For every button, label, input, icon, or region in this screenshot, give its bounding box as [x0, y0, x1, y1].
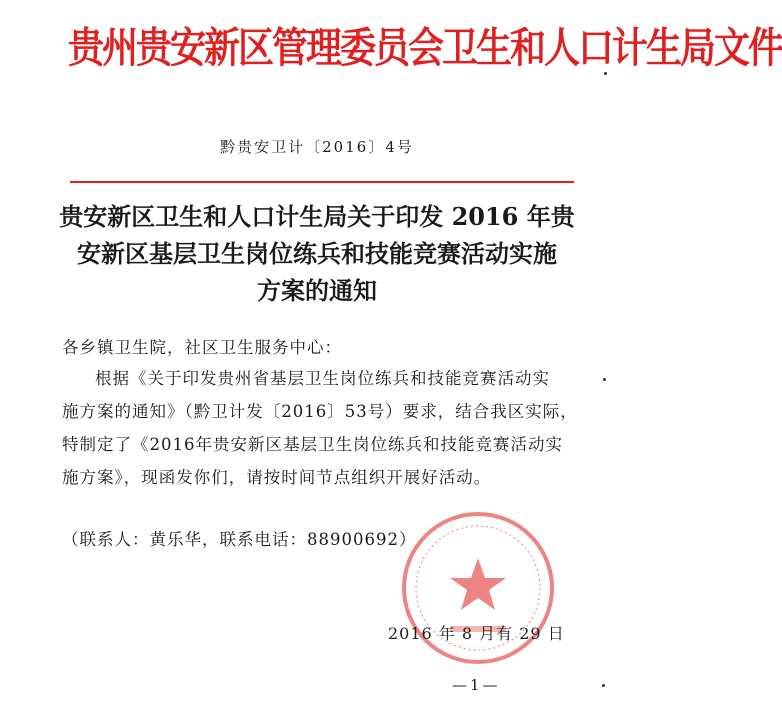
body-line-3: 特制定了《2016年贵安新区基层卫生岗位练兵和技能竞赛活动实	[62, 435, 563, 454]
title-line-2: 安新区基层卫生岗位练兵和技能竞赛活动实施	[77, 239, 557, 268]
document-title	[58, 198, 576, 309]
page-number: —1—	[452, 676, 501, 694]
body-line-2: 施方案的通知》（黔卫计发〔2016〕53号）要求，结合我区实际，	[62, 402, 578, 421]
body-line-4: 施方案》，现函发你们，请按时间节点组织开展好活动。	[62, 468, 492, 487]
body-line-1: 根据《关于印发贵州省基层卫生岗位练兵和技能竞赛活动实	[95, 369, 550, 388]
salutation: 各乡镇卫生院，社区卫生服务中心：	[62, 338, 342, 357]
red-divider-line	[70, 181, 574, 183]
scan-dot	[603, 378, 606, 381]
body-paragraph	[62, 362, 582, 494]
title-line-3: 方案的通知	[257, 276, 377, 305]
official-seal-icon	[398, 508, 558, 668]
scan-dot	[604, 72, 607, 75]
issue-date: 2016 年 8 月有 29 日	[388, 624, 565, 643]
document-header-title: 贵州贵安新区管理委员会卫生和人口计生局文件	[68, 23, 782, 73]
title-line-1: 贵安新区卫生和人口计生局关于印发 2016 年贵	[59, 202, 575, 231]
document-number: 黔贵安卫计〔2016〕4号	[220, 138, 414, 156]
scan-dot	[602, 684, 605, 687]
contact-info: （联系人：黄乐华，联系电话：88900692）	[62, 530, 417, 549]
